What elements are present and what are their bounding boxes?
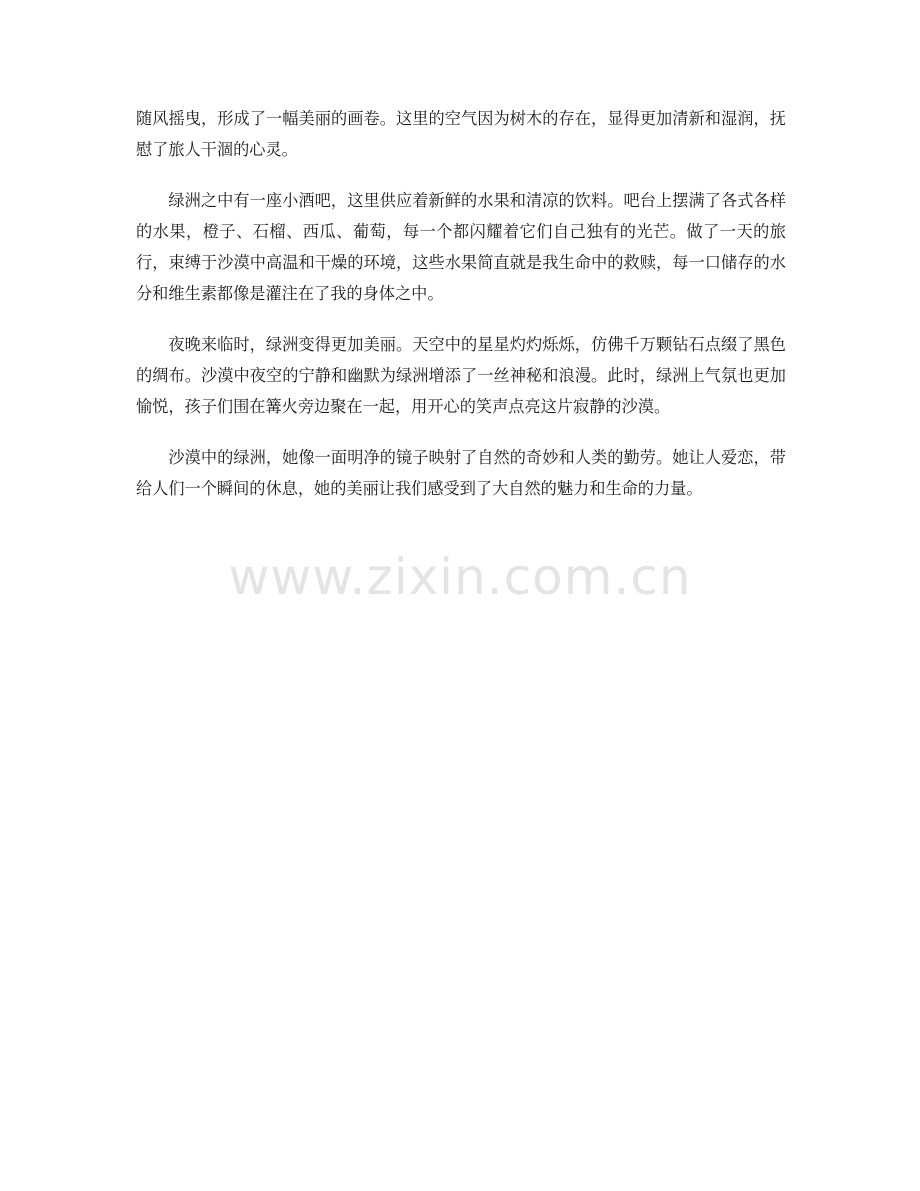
paragraph-1: 随风摇曳，形成了一幅美丽的画卷。这里的空气因为树木的存在，显得更加清新和湿润，抚慰了旅人干涸的心灵。: [136, 109, 786, 159]
paragraph-4: 沙漠中的绿洲，她像一面明净的镜子映射了自然的奇妙和人类的勤劳。她让人爱恋，带给人们一个瞬间的休息，她的美丽让我们感受到了大自然的魅力和生命的力量。: [136, 448, 786, 498]
paragraph-3: 夜晚来临时，绿洲变得更加美丽。天空中的星星灼灼烁烁，仿佛千万颗钻石点缀了黑色的绸布。沙漠中夜空的宁静和幽默为绿洲增添了一丝神秘和浪漫。此时，绿洲上气氛也更加愉悦，孩子们围在篝火旁边聚在一起，用开心的笑声点亮这片寂静的沙漠。: [136, 335, 786, 416]
watermark: www.zixin.com.cn: [228, 548, 692, 606]
document-body: [136, 103, 786, 524]
paragraph-2: 绿洲之中有一座小酒吧，这里供应着新鲜的水果和清凉的饮料。吧台上摆满了各式各样的水果，橙子、石榴、西瓜、葡萄，每一个都闪耀着它们自己独有的光芒。做了一天的旅行，束缚于沙漠中高温和干燥的环境，这些水果简直就是我生命中的救赎，每一口储存的水分和维生素都像是灌注在了我的身体之中。: [136, 191, 786, 303]
